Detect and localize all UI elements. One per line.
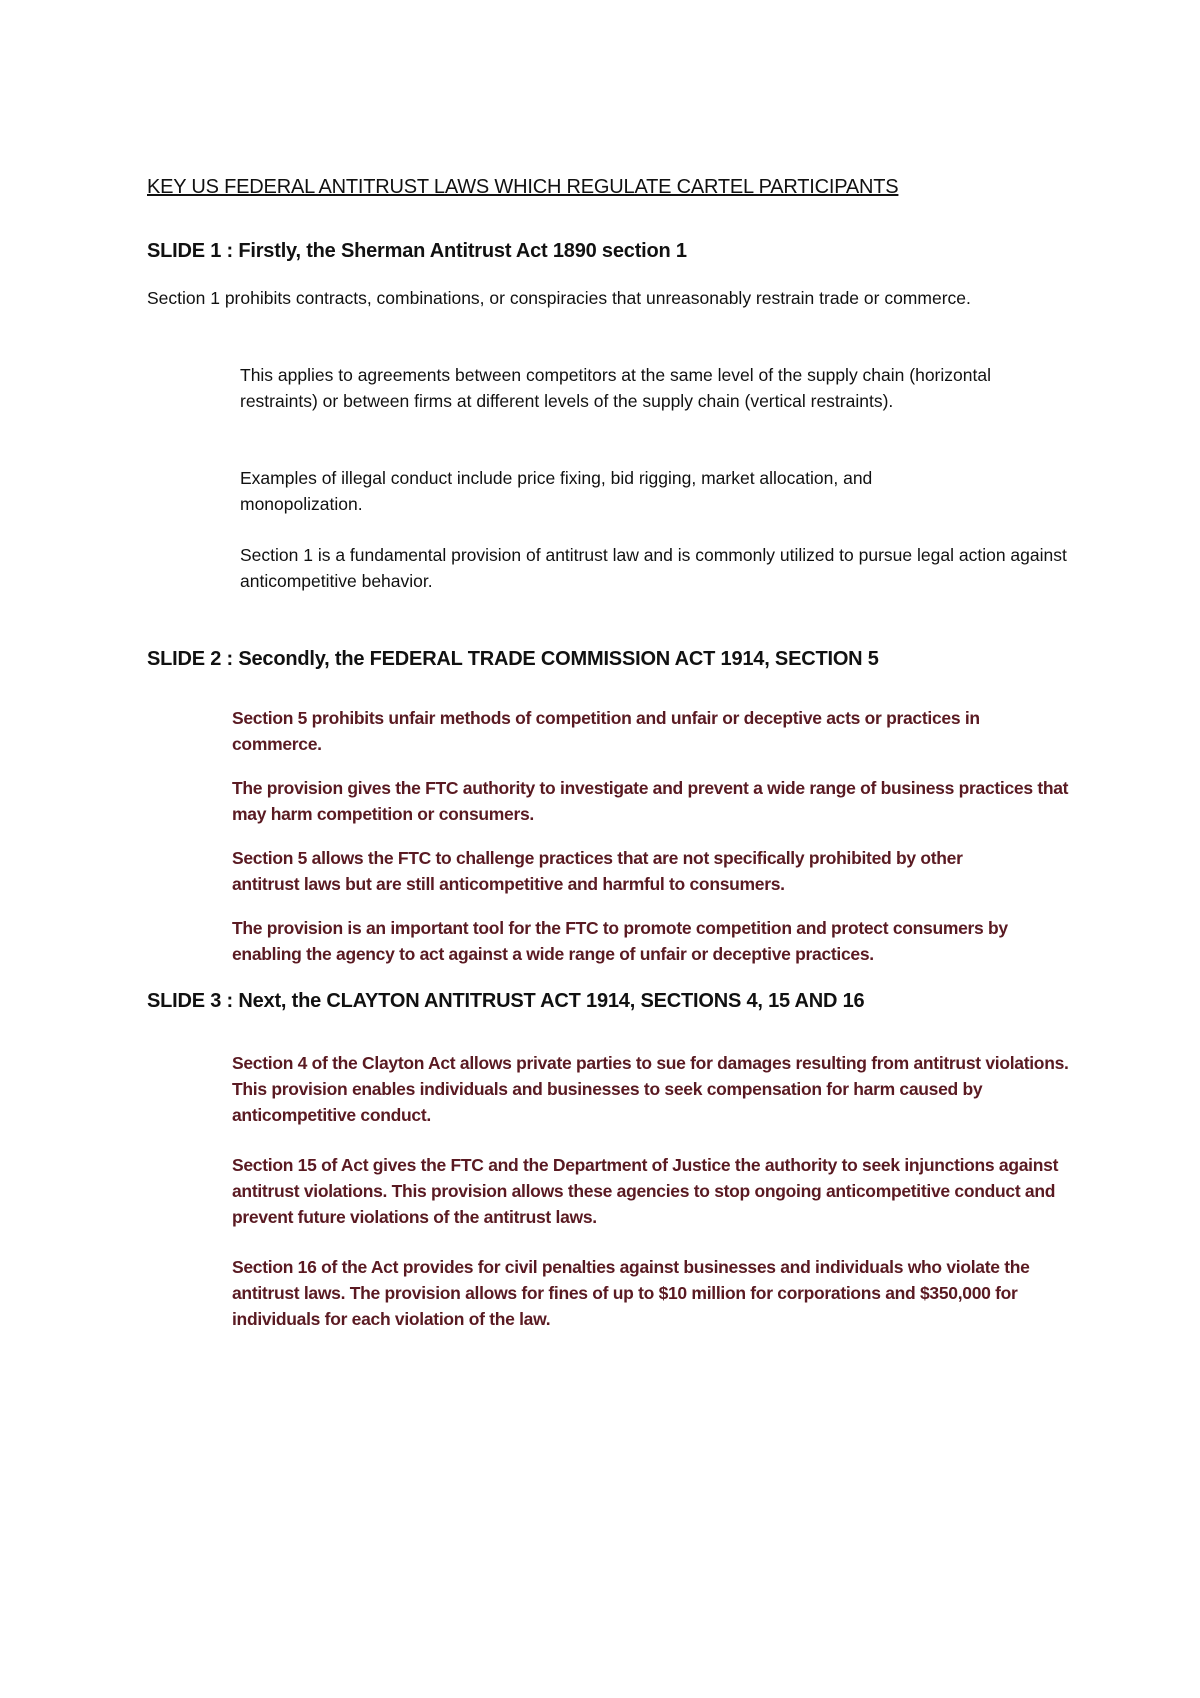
slide-3-heading: SLIDE 3 : Next, the CLAYTON ANTITRUST ACT 1914, SECTIONS 4, 15 AND 16 — [147, 990, 865, 1012]
slide-2-heading: SLIDE 2 : Secondly, the FEDERAL TRADE COMMISSION ACT 1914, SECTION 5 — [147, 648, 879, 670]
document-title: KEY US FEDERAL ANTITRUST LAWS WHICH REGULATE CARTEL PARTICIPANTS — [147, 176, 899, 198]
slide-2-paragraph: Section 5 prohibits unfair methods of competition and unfair or deceptive acts or practices in commerce. — [232, 708, 980, 754]
slide-2-paragraph: The provision gives the FTC authority to investigate and prevent a wide range of business practices that may harm competition or consumers. — [232, 778, 1069, 824]
slide-1-paragraph: This applies to agreements between competitors at the same level of the supply chain (horizontal restraints) or between firms at different levels of the supply chain (vertical restraints). — [240, 365, 991, 411]
slide-1-paragraph: Examples of illegal conduct include price fixing, bid rigging, market allocation, and monopolization. — [240, 468, 873, 514]
slide-2-paragraph: The provision is an important tool for the FTC to promote competition and protect consumers by enabling the agency to act against a wide range of unfair or deceptive practices. — [232, 918, 1008, 964]
slide-1-heading: SLIDE 1 : Firstly, the Sherman Antitrust Act 1890 section 1 — [147, 240, 687, 262]
slide-1-intro: Section 1 prohibits contracts, combinations, or conspiracies that unreasonably restrain trade or commerce. — [147, 288, 971, 308]
slide-3-paragraph: Section 15 of Act gives the FTC and the Department of Justice the authority to seek injunctions against antitrust violations. This provision allows these agencies to stop ongoing anticompetitive conduct and prevent future violations of the antitrust laws. — [232, 1155, 1059, 1227]
slide-1-paragraph: Section 1 is a fundamental provision of antitrust law and is commonly utilized to pursue legal action against anticompetitive behavior. — [240, 545, 1067, 591]
slide-3-paragraph: Section 4 of the Clayton Act allows private parties to sue for damages resulting from antitrust violations. This provision enables individuals and businesses to seek compensation for harm caused by anticompetitive conduct. — [232, 1053, 1069, 1125]
slide-3-paragraph: Section 16 of the Act provides for civil penalties against businesses and individuals who violate the antitrust laws. The provision allows for fines of up to $10 million for corporations and $350,000 for individuals for each violation of the law. — [232, 1257, 1030, 1329]
slide-2-paragraph: Section 5 allows the FTC to challenge practices that are not specifically prohibited by other antitrust laws but are still anticompetitive and harmful to consumers. — [232, 848, 963, 894]
